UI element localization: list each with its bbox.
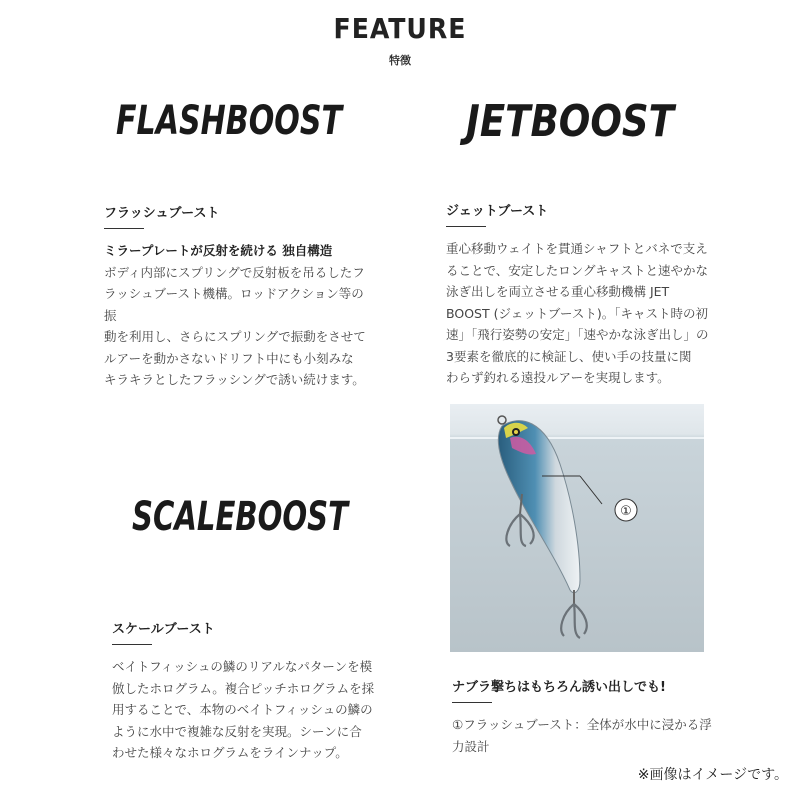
jetboost-logo-text: JETBOOST <box>459 96 677 147</box>
flashboost-logo <box>112 88 352 148</box>
flash-description <box>104 240 374 391</box>
scale-line: わせた様々なホログラムをラインナップ。 <box>112 745 348 760</box>
jet-line: 3要素を徹底的に検証し、使い手の技量に関 <box>446 348 692 364</box>
photo-caption-line: 力設計 <box>452 738 490 754</box>
scale-line: ように水中で複雑な反射を実現。シーンに合 <box>112 723 362 739</box>
flash-line: 動を利用し、さらにスプリングで振動をさせて <box>104 329 366 344</box>
photo-caption-heading: ナブラ撃ちはもちろん誘い出しでも! <box>452 680 666 695</box>
flash-line: ルアーを動かさないドリフト中にも小刻みな <box>104 350 354 366</box>
flash-heading: フラッシュブースト <box>104 206 220 221</box>
scale-description <box>112 656 382 764</box>
jetboost-logo <box>459 88 682 148</box>
jet-divider <box>446 226 486 227</box>
scaleboost-logo-text: SCALEBOOST <box>132 494 350 540</box>
callout-marker: ① <box>620 504 632 519</box>
jet-line: 重心移動ウェイトを貫通シャフトとバネで支え <box>446 241 708 256</box>
scale-line: 倣したホログラム。複合ピッチホログラムを採 <box>112 680 375 696</box>
photo-caption-line: ①フラッシュブースト：全体が水中に浸かる浮 <box>452 717 712 732</box>
page-title: FEATURE <box>333 12 467 45</box>
photo-caption <box>452 714 722 757</box>
jet-heading: ジェットブースト <box>446 204 549 219</box>
jet-line: 速」「飛行姿勢の安定」「速やかな泳ぎ出し」の <box>446 327 709 342</box>
flash-line: キラキラとしたフラッシングで誘い続けます。 <box>104 372 365 387</box>
jet-line: わらず釣れる遠投ルアーを実現します。 <box>446 370 670 385</box>
scale-divider <box>112 644 152 645</box>
photo-caption-divider <box>452 702 492 703</box>
scale-line: 用することで、本物のベイトフィッシュの鱗の <box>112 702 373 717</box>
jet-description <box>446 238 716 389</box>
image-note: ※画像はイメージです。 <box>637 767 788 783</box>
flash-line: ラッシュブースト機構。ロッドアクション等の振 <box>104 286 364 323</box>
scaleboost-logo <box>128 484 358 544</box>
scale-line: ベイトフィッシュの鱗のリアルなパターンを模 <box>112 659 373 674</box>
jet-line: BOOST (ジェットブースト)。「キャスト時の初 <box>446 305 708 321</box>
lure-photo <box>450 404 704 652</box>
flash-divider <box>104 228 144 229</box>
scale-heading: スケールブースト <box>112 622 215 637</box>
jet-line: ることで、安定したロングキャストと速やかな <box>446 262 709 278</box>
jet-line: 泳ぎ出しを両立させる重心移動機構 JET <box>446 284 670 299</box>
page-subtitle: 特徴 <box>389 54 411 67</box>
flash-lead: ミラープレートが反射を続ける 独自構造 <box>104 243 333 258</box>
flash-line: ボディ内部にスプリングで反射板を吊るしたフ <box>104 264 365 280</box>
flashboost-logo-text: FLASHBOOST <box>116 98 345 144</box>
